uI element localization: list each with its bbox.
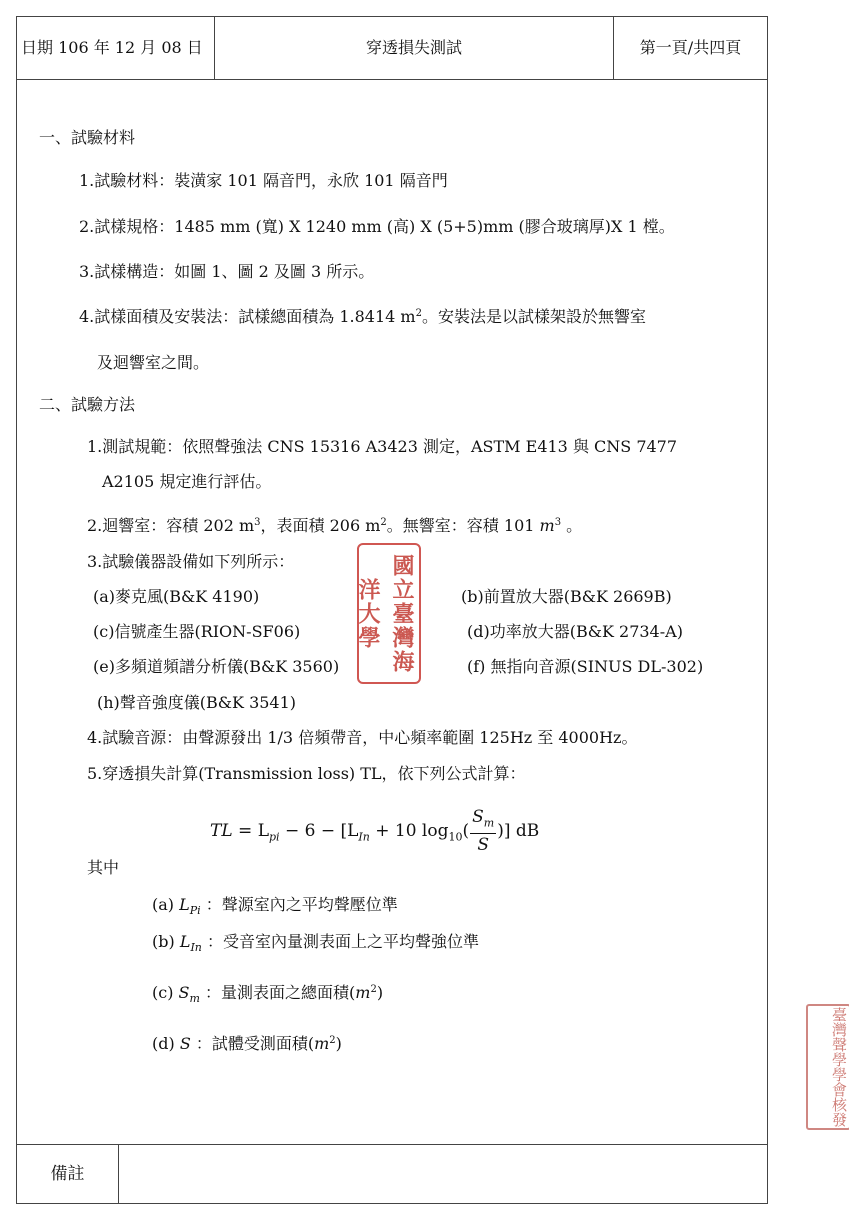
formula-part: − 6 − [L [279,821,359,842]
formula-subscript: pi [268,830,280,844]
definition-label: (a) [152,895,180,914]
formula-part: )] dB [497,821,540,842]
seal-lettering: 國立臺灣海洋大學 [355,553,415,674]
section1-item4 [79,307,646,327]
section2-item2-text: 2.迴響室：容積 202 m [87,516,255,535]
section2-item4: 4.試驗音源：由聲源發出 1/3 倍頻帶音，中心頻率範圍 125Hz 至 4000Hz。 [87,728,638,747]
section2-item1: 1.測試規範：依照聲強法 CNS 15316 A3423 測定，ASTM E413 與 CNS 7477 [87,437,678,456]
fraction-numerator [470,807,496,834]
superscript: 2 [329,1035,336,1046]
section2-item2 [87,516,582,536]
definition-b [152,932,479,958]
equipment-e: (e)多頻道頻譜分析儀(B&K 3560) [93,657,340,676]
seal-lettering: 臺灣聲學學會核發 [830,1007,848,1127]
definition-d [152,1034,342,1054]
remarks-row [17,1144,767,1204]
definition-text: ) [376,983,384,1002]
section2-item1-continued: A2105 規定進行評估。 [102,472,272,491]
section1-item3: 3.試樣構造：如圖 1、圖 2 及圖 3 所示。 [79,262,375,281]
definition-subscript: m [189,992,200,1006]
superscript: 2 [370,984,377,995]
equipment-h: (h)聲音強度儀(B&K 3541) [97,693,297,712]
unit-symbol: m [314,1034,330,1053]
section1-item1: 1.試驗材料：裝潢家 101 隔音門，永欣 101 隔音門 [79,171,448,190]
fraction-denominator: S [477,835,489,856]
definition-label: (d) [152,1034,180,1053]
section1-item4-text-cont: 。安裝法是以試樣架設於無響室 [421,307,646,326]
section2-item2-text: ，表面積 206 m [260,516,381,535]
formula-subscript: In [358,830,370,844]
formula-part: = L [232,821,269,842]
definition-label: (c) [152,983,179,1002]
where-label: 其中 [87,858,120,877]
formula-fraction [470,807,496,856]
formula-subscript: 10 [448,830,463,844]
header-date: 日期 106 年 12 月 08 日 [17,17,215,79]
definition-symbol: L [179,932,191,951]
section2-item5: 5.穿透損失計算(Transmission loss) TL，依下列公式計算： [87,764,526,783]
definition-symbol: L [179,895,190,914]
formula-part: ( [462,821,470,842]
header-title: 穿透損失測試 [215,17,614,79]
section2-heading: 二、試驗方法 [39,395,136,414]
header-page-number: 第一頁/共四頁 [639,38,742,57]
definition-c [152,983,383,1009]
formula-part: + 10 log [369,821,449,842]
definition-a [152,895,398,921]
equipment-b: (b)前置放大器(B&K 2669B) [461,587,672,606]
section2-item2-text: 。無響室：容積 101 [386,516,540,535]
definition-label: (b) [152,932,180,951]
section2-item2-text: 。 [561,516,583,535]
definition-symbol: S [179,1034,191,1053]
header-row [17,17,767,80]
definition-text: ：聲源室內之平均聲壓位準 [200,895,398,914]
definition-text: ：試體受測面積( [190,1034,315,1053]
superscript: 3 [554,517,562,528]
definition-text: ：受音室內量測表面上之平均聲強位準 [201,932,479,951]
numerator-symbol: S [472,807,484,827]
equipment-f: (f) 無指向音源(SINUS DL-302) [467,657,704,676]
university-seal [357,543,421,684]
definition-subscript: In [190,941,202,955]
superscript: 3 [254,517,261,528]
unit-symbol: m [355,983,371,1002]
remarks-label: 備註 [17,1145,119,1204]
definition-text: ：量測表面之總面積( [199,983,356,1002]
section1-item4-text: 4.試樣面積及安裝法：試樣總面積為 1.8414 m [79,307,416,326]
definition-symbol: S [178,983,190,1002]
association-seal [806,1004,849,1130]
definition-subscript: Pi [189,904,201,918]
unit-symbol: m [539,516,555,535]
numerator-subscript: m [483,816,495,830]
section1-item4-continued: 及迴響室之間。 [97,353,210,372]
section2-item3: 3.試驗儀器設備如下列所示： [87,552,295,571]
equipment-a: (a)麥克風(B&K 4190) [93,587,260,606]
superscript: 2 [415,308,422,319]
formula-lhs: TL [210,821,233,842]
equipment-d: (d)功率放大器(B&K 2734-A) [467,622,683,641]
section1-heading: 一、試驗材料 [39,128,136,147]
equipment-c: (c)信號產生器(RION-SF06) [93,622,301,641]
transmission-loss-formula [210,807,539,867]
section1-item2: 2.試樣規格：1485 mm (寬) X 1240 mm (高) X (5+5)mm (膠合玻璃厚)X 1 樘。 [79,217,675,236]
definition-text: ) [335,1034,342,1053]
superscript: 2 [380,517,387,528]
